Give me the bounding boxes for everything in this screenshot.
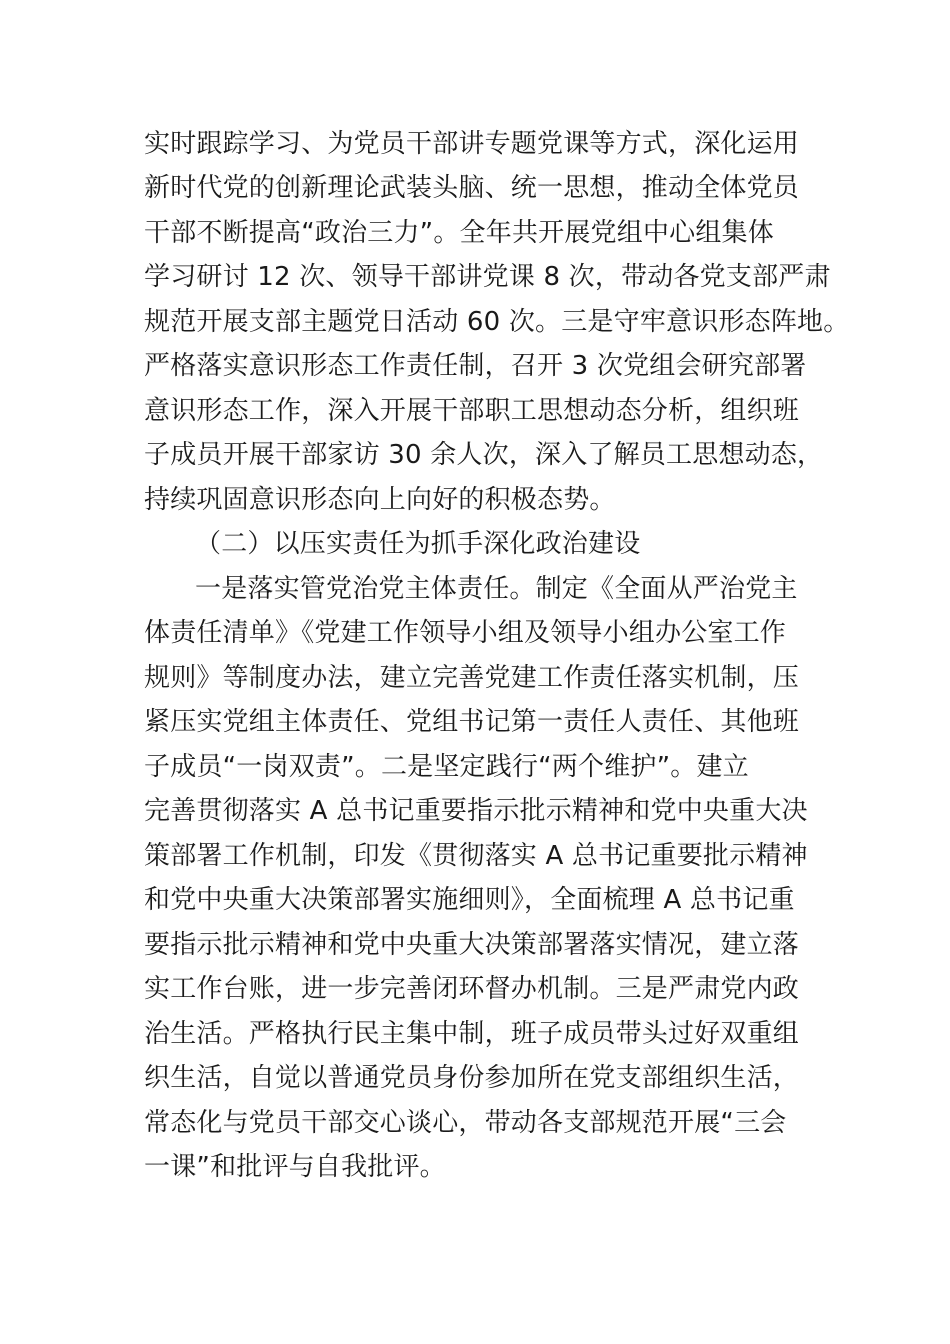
paragraph-line: 子成员“一岗双责”。二是坚定践行“两个维护”。建立 — [144, 752, 749, 782]
paragraph-line: 规则》等制度办法，建立完善党建工作责任落实机制，压 — [144, 663, 800, 693]
section-heading: （二）以压实责任为抓手深化政治建设 — [195, 529, 641, 559]
paragraph-line: 策部署工作机制，印发《贯彻落实 A 总书记重要批示精神 — [144, 841, 808, 871]
paragraph-line: 完善贯彻落实 A 总书记重要指示批示精神和党中央重大决 — [144, 796, 808, 826]
paragraph-line: 学习研讨 12 次、领导干部讲党课 8 次，带动各党支部严肃 — [144, 262, 831, 292]
paragraph-line: 一是落实管党治党主体责任。制定《全面从严治党主 — [195, 574, 798, 604]
paragraph-line: 治生活。严格执行民主集中制，班子成员带头过好双重组 — [144, 1019, 800, 1049]
paragraph-line: 子成员开展干部家访 30 余人次，深入了解员工思想动态， — [144, 440, 824, 470]
paragraph-line: 体责任清单》《党建工作领导小组及领导小组办公室工作 — [144, 618, 787, 648]
paragraph-line: 新时代党的创新理论武装头脑、统一思想，推动全体党员 — [144, 173, 800, 203]
paragraph-line: 要指示批示精神和党中央重大决策部署落实情况，建立落 — [144, 930, 800, 960]
paragraph-line: 和党中央重大决策部署实施细则》，全面梳理 A 总书记重 — [144, 885, 795, 915]
paragraph-line: 常态化与党员干部交心谈心，带动各支部规范开展“三会 — [144, 1108, 787, 1138]
paragraph-line: 织生活，自觉以普通党员身份参加所在党支部组织生活， — [144, 1063, 800, 1093]
paragraph-line: 持续巩固意识形态向上向好的积极态势。 — [144, 485, 616, 515]
paragraph-line: 意识形态工作，深入开展干部职工思想动态分析，组织班 — [144, 396, 800, 426]
paragraph-line: 实时跟踪学习、为党员干部讲专题党课等方式，深化运用 — [144, 129, 800, 159]
paragraph-line: 规范开展支部主题党日活动 60 次。三是守牢意识形态阵地。 — [144, 307, 850, 337]
paragraph-line: 紧压实党组主体责任、党组书记第一责任人责任、其他班 — [144, 707, 800, 737]
paragraph-line: 严格落实意识形态工作责任制，召开 3 次党组会研究部署 — [144, 351, 807, 381]
paragraph-line: 干部不断提高“政治三力”。全年共开展党组中心组集体 — [144, 218, 774, 248]
paragraph-line: 实工作台账，进一步完善闭环督办机制。三是严肃党内政 — [144, 974, 800, 1004]
paragraph-line: 一课”和批评与自我批评。 — [144, 1152, 446, 1182]
